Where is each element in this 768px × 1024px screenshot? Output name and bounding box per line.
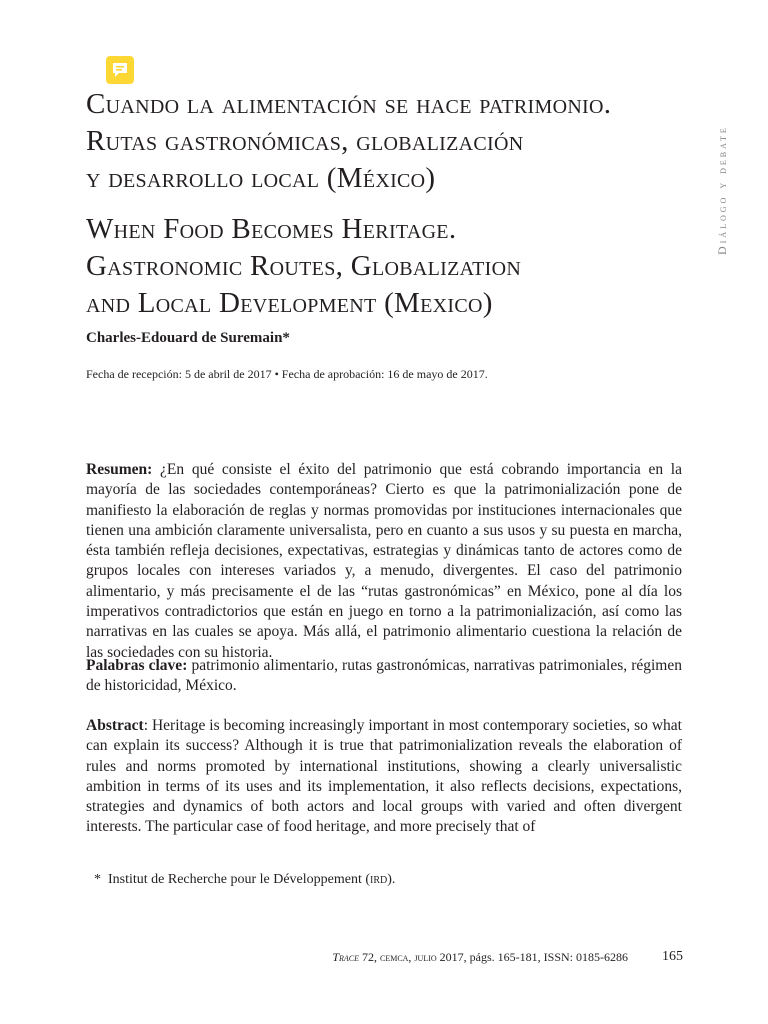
reception-dates: Fecha de recepción: 5 de abril de 2017 • Fecha de aprobación: 16 de mayo de 2017. <box>86 367 488 381</box>
title-es-line-2: Rutas gastronómicas, globalización <box>86 125 524 157</box>
title-spanish <box>86 86 611 197</box>
keywords-text: patrimonio alimentario, rutas gastronómicas, narrativas patrimoniales, régimen de historicidad, México. <box>86 657 682 695</box>
journal-issue: 72, <box>358 950 380 964</box>
abstract-paragraph: Abstract: Heritage is becoming increasingly important in most contemporary societies, so what can explain its success? Although it is true that patrimonialization reveals the elaboration of rules and norms promoted by international institutions, showing a clearly universalistic ambition in terms of its uses and its implementation, it also reflects decisions, expectations, strategies and dynamics of both actors and local groups with varied and often divergent interests. The particular case of food heritage, and more precisely that of <box>86 717 682 836</box>
title-es-line-3: y desarrollo local (México) <box>86 162 436 194</box>
journal-name: Trace <box>332 950 359 964</box>
abstract-label: Abstract <box>86 717 144 734</box>
footnote-text: Institut de Recherche pour le Développement ( <box>108 872 371 887</box>
footnote-close: ). <box>387 872 396 887</box>
section-label: Diálogo y debate <box>715 125 729 255</box>
author-name: Charles-Edouard de Suremain* <box>86 330 290 346</box>
footnote <box>94 872 395 888</box>
abstract-text: Heritage is becoming increasingly important in most contemporary societies, so what can explain its success? Although it is true that patrimonialization reveals the elaboration of rules and norms promoted by international institutions, showing a clearly universalistic ambition in terms of its uses and its implementation, it also reflects decisions, expectations, strategies and dynamics of both actors and local groups with varied and often divergent interests. The particular case of food heritage, and more precisely that of <box>86 717 682 836</box>
journal-details: 2017, págs. 165-181, ISSN: 0185-6286 <box>436 950 628 964</box>
footnote-abbr: ird <box>370 872 388 887</box>
title-en-line-3: and Local Development (Mexico) <box>86 287 493 319</box>
journal-citation <box>332 950 628 965</box>
title-english <box>86 211 521 322</box>
keywords-paragraph <box>86 656 682 697</box>
comment-icon <box>106 56 134 84</box>
title-en-line-1: When Food Becomes Heritage. <box>86 213 457 245</box>
title-es-line-1: Cuando la alimentación se hace patrimonio. <box>86 88 612 120</box>
title-en-line-2: Gastronomic Routes, Globalization <box>86 250 522 282</box>
page-number: 165 <box>662 949 683 964</box>
footnote-marker: * <box>94 872 101 887</box>
journal-publisher: cemca, julio <box>379 950 437 964</box>
resumen-label: Resumen: <box>86 461 153 478</box>
resumen-paragraph <box>86 460 682 663</box>
keywords-label: Palabras clave: <box>86 657 188 674</box>
resumen-text: ¿En qué consiste el éxito del patrimonio que está cobrando importancia en la mayoría de las sociedades contemporáneas? Cierto es que la patrimonialización pone de manifiesto la elaboración de reglas y normas promovidas por instituciones internacionales que tienen una ambición claramente universalista, pero en cuanto a sus usos y su puesta en marcha, ésta también refleja decisiones, expectativas, estrategias y dinámicas tanto de actores como de grupos locales con intereses variados y, a menudo, divergentes. El caso del patrimonio alimentario, y más precisamente el de las “rutas gastronómicas” en México, pone al día los imperativos contradictorios que están en juego en torno a la patrimonialización, así como las narrativas en las cuales se apoya. Más allá, el patrimonio alimentario cuestiona la relación de las sociedades con su historia. <box>86 461 682 661</box>
